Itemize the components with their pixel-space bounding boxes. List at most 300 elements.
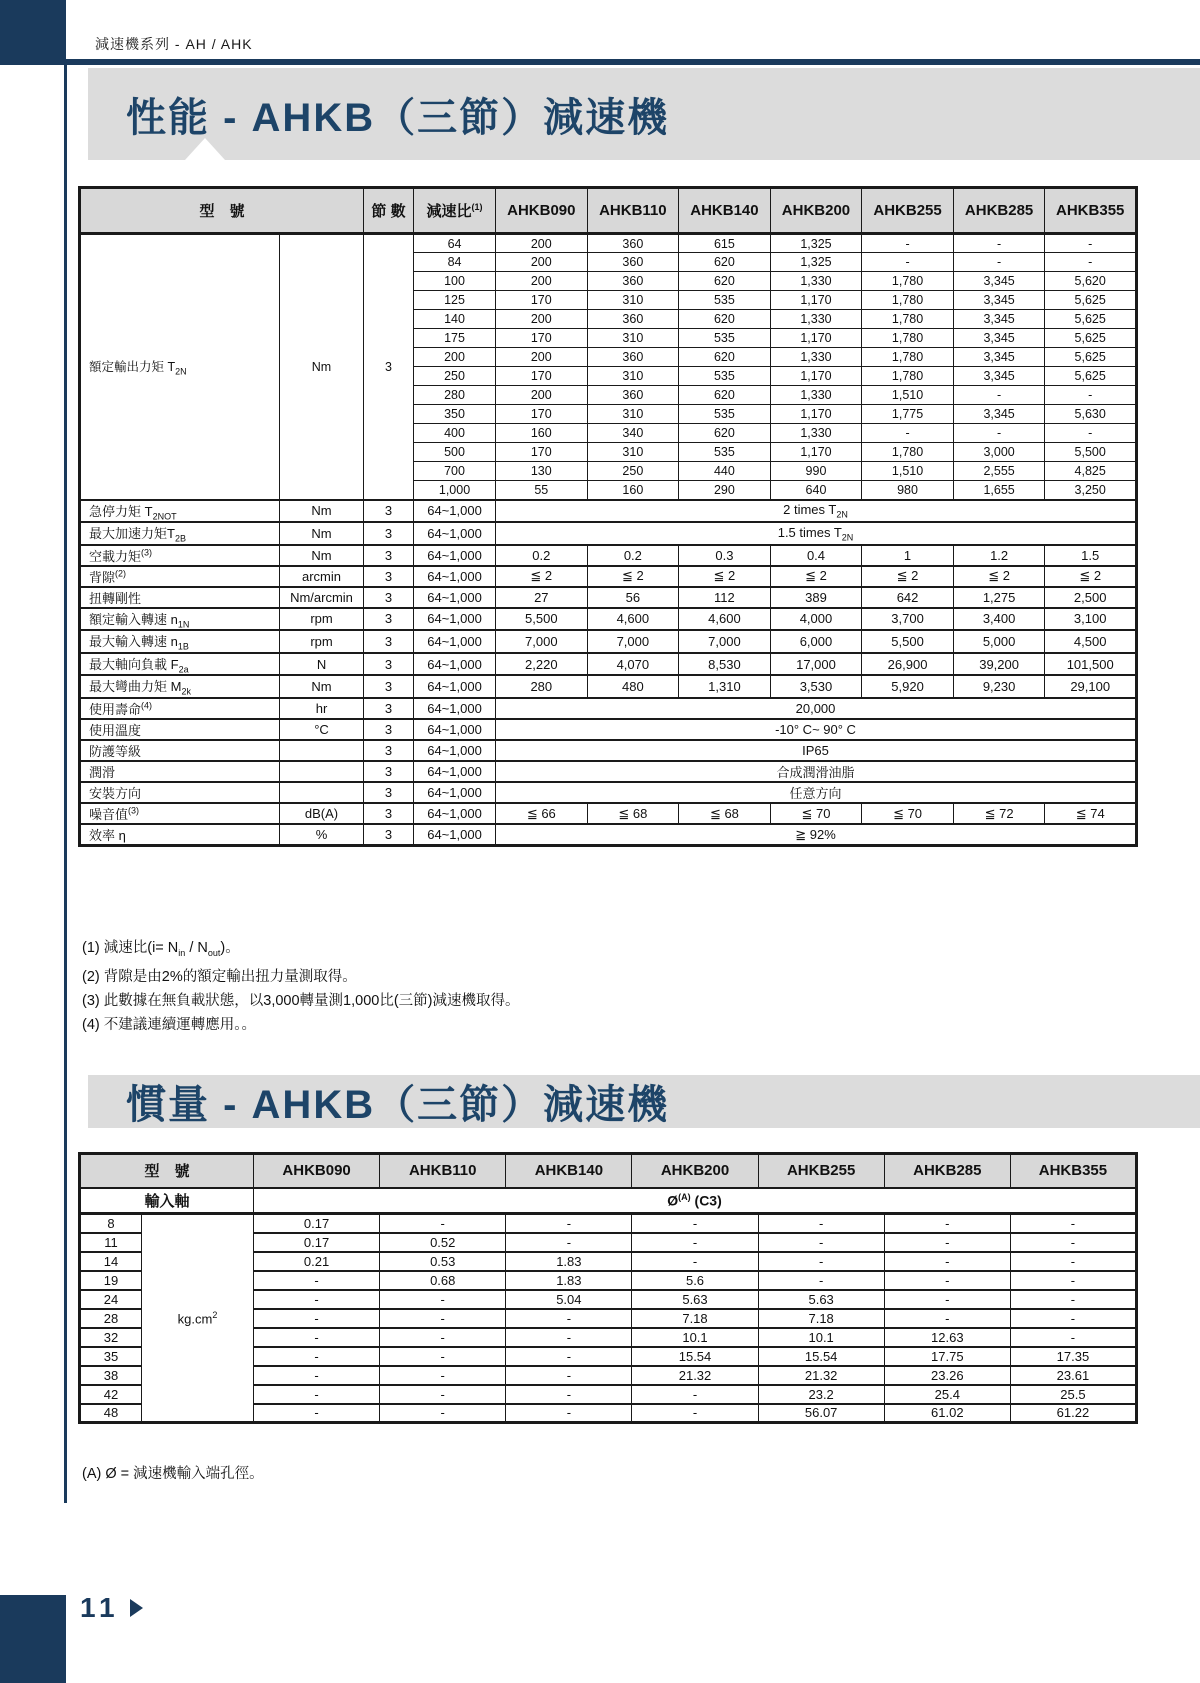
footnote-line: (A) Ø = 減速機輸入端孔徑。 [82, 1466, 264, 1482]
value-cell: 1,780 [862, 443, 954, 462]
param-label-cell: 扭轉剛性 [80, 587, 280, 608]
value-cell: 3,530 [770, 675, 862, 698]
performance-header-row [80, 188, 1137, 234]
value-cell: - [380, 1309, 506, 1328]
value-cell: ≦ 70 [862, 803, 954, 824]
model-name-header: AHKB255 [758, 1154, 884, 1188]
ratio-cell: 64~1,000 [414, 630, 496, 653]
ratio-cell: 64~1,000 [414, 698, 496, 719]
value-cell: - [506, 1214, 632, 1233]
value-cell: - [1010, 1233, 1136, 1252]
value-cell: - [758, 1271, 884, 1290]
value-cell: 360 [587, 234, 679, 253]
value-cell: - [254, 1347, 380, 1366]
ratio-cell: 700 [414, 462, 496, 481]
model-name-header: AHKB355 [1010, 1154, 1136, 1188]
value-cell: 360 [587, 310, 679, 329]
value-cell: 1.83 [506, 1271, 632, 1290]
unit-cell: °C [280, 719, 364, 740]
value-cell: - [506, 1366, 632, 1385]
stages-cell: 3 [364, 608, 414, 631]
value-cell: - [380, 1214, 506, 1233]
param-label-cell: 安裝方向 [80, 782, 280, 803]
value-cell: 4,600 [587, 608, 679, 631]
value-cell: 1,325 [770, 234, 862, 253]
bore-cell: 38 [80, 1366, 142, 1385]
value-cell: 5,000 [953, 630, 1045, 653]
value-cell: 3,000 [953, 443, 1045, 462]
bore-cell: 32 [80, 1328, 142, 1347]
value-span-cell: 任意方向 [496, 782, 1137, 803]
value-cell: 3,345 [953, 310, 1045, 329]
value-cell: 4,500 [1045, 630, 1137, 653]
value-cell: ≦ 68 [587, 803, 679, 824]
value-cell: 200 [496, 253, 588, 272]
value-cell: 3,345 [953, 329, 1045, 348]
value-cell: 980 [862, 481, 954, 500]
value-cell: 620 [679, 386, 771, 405]
model-name-header: AHKB285 [953, 188, 1045, 234]
inertia-section-banner [88, 1075, 1200, 1128]
unit-cell: Nm/arcmin [280, 587, 364, 608]
value-cell: - [1045, 386, 1137, 405]
value-cell: 535 [679, 291, 771, 310]
value-cell: 25.4 [884, 1385, 1010, 1404]
model-name-header: AHKB355 [1045, 188, 1137, 234]
value-cell: ≦ 66 [496, 803, 588, 824]
value-cell: 200 [496, 386, 588, 405]
param-label-cell: 額定輸入轉速 $n_{1N}$ [80, 608, 280, 631]
value-cell: - [632, 1404, 758, 1423]
value-cell: 0.68 [380, 1271, 506, 1290]
value-cell: 1,275 [953, 587, 1045, 608]
bore-cell: 35 [80, 1347, 142, 1366]
value-cell: 170 [496, 329, 588, 348]
value-cell: 310 [587, 443, 679, 462]
value-cell: 1,330 [770, 386, 862, 405]
model-name-header: AHKB285 [884, 1154, 1010, 1188]
value-cell: 15.54 [632, 1347, 758, 1366]
value-cell: ≦ 2 [770, 566, 862, 587]
value-cell: - [380, 1347, 506, 1366]
stages-cell: 3 [364, 587, 414, 608]
model-name-header: AHKB110 [587, 188, 679, 234]
value-span-cell: IP65 [496, 740, 1137, 761]
value-cell: 26,900 [862, 653, 954, 676]
value-cell: 290 [679, 481, 771, 500]
performance-footnotes [82, 936, 519, 1037]
value-cell: 642 [862, 587, 954, 608]
value-cell: - [506, 1233, 632, 1252]
model-name-header: AHKB140 [506, 1154, 632, 1188]
value-cell: 2,220 [496, 653, 588, 676]
unit-cell: arcmin [280, 566, 364, 587]
parameter-row [80, 587, 1137, 608]
model-name-header: AHKB090 [254, 1154, 380, 1188]
value-cell: 620 [679, 253, 771, 272]
value-cell: 440 [679, 462, 771, 481]
value-cell: 101,500 [1045, 653, 1137, 676]
parameter-row [80, 698, 1137, 719]
value-cell: - [884, 1290, 1010, 1309]
value-cell: - [1010, 1328, 1136, 1347]
value-cell: 1,330 [770, 272, 862, 291]
value-cell: - [1010, 1290, 1136, 1309]
value-cell: 1,330 [770, 348, 862, 367]
value-cell: 620 [679, 310, 771, 329]
ratio-cell: 64~1,000 [414, 500, 496, 523]
value-cell: 1,655 [953, 481, 1045, 500]
model-name-header: AHKB200 [632, 1154, 758, 1188]
param-label-cell: 最大彎曲力矩 $M_{2k}$ [80, 675, 280, 698]
param-label-cell: 最大軸向負載 $F_{2a}$ [80, 653, 280, 676]
ratio-cell: 64~1,000 [414, 719, 496, 740]
value-cell: 3,250 [1045, 481, 1137, 500]
param-label-cell: 使用溫度 [80, 719, 280, 740]
value-cell: 170 [496, 405, 588, 424]
value-cell: 7,000 [496, 630, 588, 653]
value-cell: 4,000 [770, 608, 862, 631]
value-cell: - [380, 1404, 506, 1423]
value-cell: ≦ 2 [496, 566, 588, 587]
value-cell: - [254, 1328, 380, 1347]
parameter-row [80, 608, 1137, 631]
value-cell: 4,070 [587, 653, 679, 676]
value-cell: 7.18 [758, 1309, 884, 1328]
ratio-cell: 64~1,000 [414, 675, 496, 698]
parameter-row [80, 653, 1137, 676]
value-cell: 1,780 [862, 367, 954, 386]
value-cell: 0.3 [679, 545, 771, 566]
value-cell: 0.2 [587, 545, 679, 566]
value-cell: 17,000 [770, 653, 862, 676]
value-cell: 1,310 [679, 675, 771, 698]
value-cell: ≦ 2 [953, 566, 1045, 587]
unit-cell: rpm [280, 608, 364, 631]
value-cell: - [953, 386, 1045, 405]
value-cell: 5,500 [862, 630, 954, 653]
ratio-cell: 64~1,000 [414, 566, 496, 587]
ratio-cell: 64~1,000 [414, 803, 496, 824]
model-column-header: 型 號 [80, 1154, 254, 1188]
value-cell: 1,780 [862, 272, 954, 291]
value-cell: - [1010, 1252, 1136, 1271]
value-cell: 1,330 [770, 424, 862, 443]
ratio-cell: 64~1,000 [414, 608, 496, 631]
value-span-cell: 合成潤滑油脂 [496, 761, 1137, 782]
stages-cell: 3 [364, 545, 414, 566]
value-cell: 1,170 [770, 291, 862, 310]
bore-cell: 8 [80, 1214, 142, 1233]
value-cell: 61.22 [1010, 1404, 1136, 1423]
ratio-cell: 250 [414, 367, 496, 386]
value-cell: 1,325 [770, 253, 862, 272]
value-cell: 23.61 [1010, 1366, 1136, 1385]
value-cell: 1,170 [770, 443, 862, 462]
corner-accent-block [0, 0, 66, 65]
ratio-cell: 350 [414, 405, 496, 424]
ratio-cell: 64~1,000 [414, 587, 496, 608]
stages-cell: 3 [364, 824, 414, 846]
value-cell: 1,780 [862, 291, 954, 310]
value-cell: - [1010, 1271, 1136, 1290]
stages-column-header: 節 數 [364, 188, 414, 234]
value-cell: 200 [496, 234, 588, 253]
parameter-row [80, 630, 1137, 653]
value-cell: - [380, 1385, 506, 1404]
value-cell: 160 [496, 424, 588, 443]
value-cell: - [506, 1328, 632, 1347]
value-cell: 1,510 [862, 462, 954, 481]
unit-cell: $kg.cm^2$ [142, 1214, 254, 1423]
page-arrow-icon [130, 1599, 143, 1617]
value-cell: 3,345 [953, 405, 1045, 424]
value-cell: 1,170 [770, 329, 862, 348]
value-cell: 5,620 [1045, 272, 1137, 291]
inertia-header-row [80, 1154, 1137, 1188]
value-cell: 9,230 [953, 675, 1045, 698]
value-cell: 615 [679, 234, 771, 253]
value-cell: 310 [587, 291, 679, 310]
value-cell: ≦ 74 [1045, 803, 1137, 824]
value-cell: 5,920 [862, 675, 954, 698]
value-cell: 2,500 [1045, 587, 1137, 608]
bore-cell: 11 [80, 1233, 142, 1252]
value-cell: 15.54 [758, 1347, 884, 1366]
value-cell: 23.2 [758, 1385, 884, 1404]
param-label-cell: 最大輸入轉速 $n_{1B}$ [80, 630, 280, 653]
value-cell: 5.63 [632, 1290, 758, 1309]
value-cell: 0.17 [254, 1214, 380, 1233]
param-label-cell: 使用壽命$^{(4)}$ [80, 698, 280, 719]
value-span-cell: 20,000 [496, 698, 1137, 719]
value-cell: - [506, 1309, 632, 1328]
value-cell: - [758, 1233, 884, 1252]
footnote-line: (2) 背隙是由2%的額定輸出扭力量測取得。 [82, 968, 357, 985]
value-cell: 3,100 [1045, 608, 1137, 631]
value-cell: 310 [587, 329, 679, 348]
value-cell: 310 [587, 405, 679, 424]
value-cell: 27 [496, 587, 588, 608]
bore-cell: 48 [80, 1404, 142, 1423]
footnote-line: (1) 減速比$(i= N_{in} / N_{out})$。 [82, 940, 240, 958]
value-cell: - [862, 253, 954, 272]
param-label-cell: 效率 η [80, 824, 280, 846]
value-cell: - [632, 1385, 758, 1404]
inertia-row [80, 1214, 1137, 1233]
value-cell: 990 [770, 462, 862, 481]
inertia-footnote [82, 1462, 264, 1486]
value-cell: 620 [679, 424, 771, 443]
ratio-cell: 64~1,000 [414, 653, 496, 676]
value-cell: 1,510 [862, 386, 954, 405]
value-cell: - [884, 1252, 1010, 1271]
value-cell: 7.18 [632, 1309, 758, 1328]
value-cell: 250 [587, 462, 679, 481]
value-cell: 5,625 [1045, 348, 1137, 367]
parameter-row [80, 719, 1137, 740]
value-cell: - [254, 1271, 380, 1290]
value-cell: 5,500 [1045, 443, 1137, 462]
value-cell: 5.63 [758, 1290, 884, 1309]
value-cell: 29,100 [1045, 675, 1137, 698]
value-cell: 21.32 [758, 1366, 884, 1385]
value-cell: - [884, 1233, 1010, 1252]
value-cell: - [953, 424, 1045, 443]
value-cell: 1,170 [770, 367, 862, 386]
value-cell: 17.35 [1010, 1347, 1136, 1366]
value-cell: 7,000 [679, 630, 771, 653]
ratio-column-header: 減速比$^{(1)}$ [414, 188, 496, 234]
unit-cell: Nm [280, 522, 364, 545]
value-cell: 170 [496, 443, 588, 462]
ratio-cell: 200 [414, 348, 496, 367]
param-label-cell: 潤滑 [80, 761, 280, 782]
value-cell: 12.63 [884, 1328, 1010, 1347]
value-cell: 2,555 [953, 462, 1045, 481]
value-cell: 310 [587, 367, 679, 386]
value-cell: 389 [770, 587, 862, 608]
unit-cell [280, 761, 364, 782]
value-span-cell: -10° C~ 90° C [496, 719, 1137, 740]
value-cell: 0.4 [770, 545, 862, 566]
series-label: 減速機系列 - AH / AHK [95, 36, 253, 52]
value-cell: 160 [587, 481, 679, 500]
ratio-cell: 1,000 [414, 481, 496, 500]
value-span-cell: ≧ 92% [496, 824, 1137, 846]
value-cell: 61.02 [884, 1404, 1010, 1423]
unit-cell: Nm [280, 675, 364, 698]
value-cell: - [254, 1385, 380, 1404]
input-shaft-row [80, 1188, 1137, 1214]
performance-table-body [80, 234, 1137, 846]
value-cell: 5,625 [1045, 310, 1137, 329]
value-cell: - [1045, 253, 1137, 272]
ratio-cell: 64~1,000 [414, 761, 496, 782]
footnote-line: (4) 不建議連續運轉應用。。 [82, 1016, 256, 1033]
value-cell: 1.83 [506, 1252, 632, 1271]
model-name-header: AHKB140 [679, 188, 771, 234]
value-cell: 620 [679, 348, 771, 367]
value-cell: - [862, 234, 954, 253]
value-cell: 1.2 [953, 545, 1045, 566]
value-cell: - [506, 1385, 632, 1404]
ratio-cell: 125 [414, 291, 496, 310]
value-cell: 0.21 [254, 1252, 380, 1271]
value-cell: 0.53 [380, 1252, 506, 1271]
value-cell: 620 [679, 272, 771, 291]
left-margin-line [64, 65, 67, 1503]
value-cell: ≦ 2 [862, 566, 954, 587]
inertia-table [78, 1152, 1138, 1424]
page-number-text: 11 [80, 1592, 120, 1623]
unit-cell: Nm [280, 545, 364, 566]
value-cell: 360 [587, 272, 679, 291]
value-cell: 56.07 [758, 1404, 884, 1423]
value-cell: - [884, 1271, 1010, 1290]
param-label-cell: 背隙$^{(2)}$ [80, 566, 280, 587]
value-cell: 200 [496, 310, 588, 329]
unit-cell: dB(A) [280, 803, 364, 824]
performance-section-banner [88, 68, 1200, 160]
value-cell: 10.1 [632, 1328, 758, 1347]
param-label-cell: 額定輸出力矩 $T_{2N}$ [80, 234, 280, 500]
page-number [80, 1592, 143, 1624]
parameter-row [80, 500, 1137, 523]
unit-cell: Nm [280, 500, 364, 523]
inertia-table-body [80, 1188, 1137, 1423]
value-cell: 360 [587, 253, 679, 272]
value-span-cell: 2 times $T_{2N}$ [496, 500, 1137, 523]
value-cell: 280 [496, 675, 588, 698]
model-name-header: AHKB200 [770, 188, 862, 234]
bore-cell: 14 [80, 1252, 142, 1271]
value-cell: 5.6 [632, 1271, 758, 1290]
value-cell: 170 [496, 367, 588, 386]
value-cell: - [632, 1214, 758, 1233]
value-cell: 4,600 [679, 608, 771, 631]
value-cell: 4,825 [1045, 462, 1137, 481]
value-cell: 21.32 [632, 1366, 758, 1385]
value-cell: ≦ 2 [587, 566, 679, 587]
performance-table [78, 186, 1138, 847]
value-cell: ≦ 68 [679, 803, 771, 824]
value-cell: 360 [587, 386, 679, 405]
unit-cell [280, 740, 364, 761]
ratio-cell: 64~1,000 [414, 782, 496, 803]
ratio-cell: 64~1,000 [414, 740, 496, 761]
bore-cell: 24 [80, 1290, 142, 1309]
parameter-row [80, 761, 1137, 782]
value-cell: 1,780 [862, 329, 954, 348]
ratio-cell: 175 [414, 329, 496, 348]
value-cell: 535 [679, 443, 771, 462]
stages-cell: 3 [364, 675, 414, 698]
value-cell: ≦ 2 [679, 566, 771, 587]
ratio-cell: 400 [414, 424, 496, 443]
value-cell: 5,630 [1045, 405, 1137, 424]
value-cell: 130 [496, 462, 588, 481]
value-cell: 23.26 [884, 1366, 1010, 1385]
value-cell: - [953, 253, 1045, 272]
unit-cell: rpm [280, 630, 364, 653]
footnote-line: (3) 此數據在無負載狀態，以3,000轉量測1,000比(三節)減速機取得。 [82, 992, 520, 1009]
parameter-row [80, 545, 1137, 566]
value-cell: 25.5 [1010, 1385, 1136, 1404]
parameter-row [80, 566, 1137, 587]
ratio-cell: 84 [414, 253, 496, 272]
value-cell: 10.1 [758, 1328, 884, 1347]
value-cell: - [884, 1214, 1010, 1233]
value-cell: 200 [496, 272, 588, 291]
stages-cell: 3 [364, 500, 414, 523]
value-cell: 1,780 [862, 310, 954, 329]
parameter-row [80, 675, 1137, 698]
value-cell: - [758, 1214, 884, 1233]
performance-title: 性能 - AHKB（三節）減速機 [126, 95, 670, 140]
unit-cell: Nm [280, 234, 364, 500]
ratio-cell: 64~1,000 [414, 545, 496, 566]
value-cell: - [254, 1366, 380, 1385]
value-cell: 170 [496, 291, 588, 310]
footer-accent-block [0, 1595, 66, 1683]
value-cell: 8,530 [679, 653, 771, 676]
value-cell: 3,345 [953, 367, 1045, 386]
param-label-cell: 防護等級 [80, 740, 280, 761]
value-cell: - [380, 1290, 506, 1309]
parameter-row [80, 740, 1137, 761]
value-cell: - [380, 1366, 506, 1385]
